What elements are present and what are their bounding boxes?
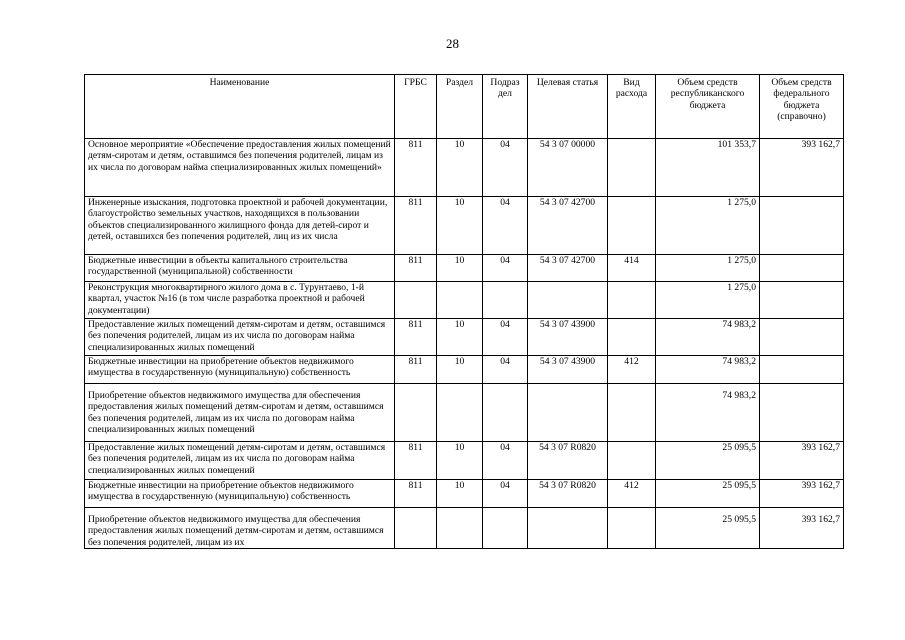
cell-target: 54 3 07 43900 (528, 356, 608, 384)
cell-expense-type: 412 (608, 356, 656, 384)
cell-expense-type: 414 (608, 255, 656, 282)
header-federal-budget: Объем средств федерального бюджета (справочно) (760, 75, 844, 139)
cell-section: 10 (437, 319, 483, 356)
cell-name: Предоставление жилых помещений детям-сиротам и детям, оставшимся без попечения родителей, лицам из их числа по договорам найма специализированных жилых помещений (85, 442, 395, 480)
cell-name: Бюджетные инвестиции на приобретение объектов недвижимого имущества в государственную (муниципальную) собственность (85, 356, 395, 384)
cell-republic-budget: 101 353,7 (656, 139, 760, 197)
table-row (85, 197, 844, 255)
cell-target: 54 3 07 42700 (528, 197, 608, 255)
cell-federal-budget (760, 319, 844, 356)
header-subsection: Подраз дел (483, 75, 528, 139)
cell-expense-type (608, 282, 656, 319)
table-body (85, 139, 844, 549)
cell-section: 10 (437, 197, 483, 255)
cell-grbs (395, 384, 437, 442)
cell-name: Бюджетные инвестиции на приобретение объектов недвижимого имущества в государственную (муниципальную) собственность (85, 480, 395, 508)
cell-subsection: 04 (483, 442, 528, 480)
cell-subsection: 04 (483, 480, 528, 508)
cell-name: Инженерные изыскания, подготовка проектной и рабочей документации, благоустройство земельных участков, находящихся в пользовании объектов специализированного жилищного фонда для детей-сирот и детей, оставшихся без попечения родителей, лиц из их числа (85, 197, 395, 255)
cell-federal-budget: 393 162,7 (760, 139, 844, 197)
cell-section: 10 (437, 255, 483, 282)
cell-grbs (395, 282, 437, 319)
cell-subsection: 04 (483, 139, 528, 197)
cell-target: 54 3 07 R0820 (528, 480, 608, 508)
cell-grbs: 811 (395, 480, 437, 508)
header-grbs: ГРБС (395, 75, 437, 139)
cell-expense-type: 412 (608, 480, 656, 508)
cell-section (437, 384, 483, 442)
cell-subsection: 04 (483, 319, 528, 356)
cell-grbs (395, 508, 437, 549)
cell-name: Приобретение объектов недвижимого имущества для обеспечения предоставления жилых помещений детям-сиротам и детям, оставшимся без попечения родителей, лицам из их (85, 508, 395, 549)
cell-name: Предоставление жилых помещений детям-сиротам и детям, оставшимся без попечения родителей, лицам из их числа по договорам найма специализированных жилых помещений (85, 319, 395, 356)
cell-federal-budget (760, 384, 844, 442)
cell-target: 54 3 07 43900 (528, 319, 608, 356)
cell-expense-type (608, 319, 656, 356)
cell-target: 54 3 07 00000 (528, 139, 608, 197)
table-header-row (85, 75, 844, 139)
cell-federal-budget (760, 356, 844, 384)
cell-federal-budget (760, 282, 844, 319)
cell-target (528, 282, 608, 319)
cell-republic-budget: 74 983,2 (656, 319, 760, 356)
cell-section (437, 282, 483, 319)
cell-grbs: 811 (395, 442, 437, 480)
cell-grbs: 811 (395, 319, 437, 356)
table-row (85, 384, 844, 442)
cell-target (528, 384, 608, 442)
cell-target: 54 3 07 R0820 (528, 442, 608, 480)
cell-federal-budget: 393 162,7 (760, 508, 844, 549)
cell-name: Бюджетные инвестиции в объекты капитального строительства государственной (муниципальной) собственности (85, 255, 395, 282)
cell-federal-budget: 393 162,7 (760, 480, 844, 508)
header-republic-budget: Объем средств республиканского бюджета (656, 75, 760, 139)
cell-subsection (483, 384, 528, 442)
cell-republic-budget: 25 095,5 (656, 508, 760, 549)
cell-name: Основное мероприятие «Обеспечение предоставления жилых помещений детям-сиротам и детям, оставшимся без попечения родителей, лицам из их числа по договорам найма специализированных жилых помещений» (85, 139, 395, 197)
table-row (85, 480, 844, 508)
cell-section: 10 (437, 356, 483, 384)
cell-republic-budget: 1 275,0 (656, 282, 760, 319)
cell-grbs: 811 (395, 255, 437, 282)
table-row (85, 319, 844, 356)
cell-target (528, 508, 608, 549)
cell-republic-budget: 25 095,5 (656, 442, 760, 480)
cell-name: Реконструкция многоквартирного жилого дома в с. Турунтаево, 1-й квартал, участок №16 (в том числе разработка проектной и рабочей документации) (85, 282, 395, 319)
cell-expense-type (608, 384, 656, 442)
cell-section: 10 (437, 442, 483, 480)
cell-expense-type (608, 139, 656, 197)
cell-republic-budget: 74 983,2 (656, 356, 760, 384)
table-row (85, 255, 844, 282)
page-number: 28 (446, 36, 459, 51)
table-row (85, 356, 844, 384)
header-target: Целевая статья (528, 75, 608, 139)
table-row (85, 442, 844, 480)
cell-republic-budget: 74 983,2 (656, 384, 760, 442)
cell-expense-type (608, 442, 656, 480)
header-name: Наименование (85, 75, 395, 139)
cell-subsection: 04 (483, 356, 528, 384)
table-row (85, 282, 844, 319)
cell-federal-budget (760, 197, 844, 255)
cell-subsection (483, 508, 528, 549)
cell-section: 10 (437, 139, 483, 197)
header-expense-type: Вид расхода (608, 75, 656, 139)
cell-republic-budget: 25 095,5 (656, 480, 760, 508)
cell-grbs: 811 (395, 139, 437, 197)
cell-expense-type (608, 197, 656, 255)
cell-federal-budget: 393 162,7 (760, 442, 844, 480)
table-row (85, 139, 844, 197)
cell-section (437, 508, 483, 549)
cell-subsection: 04 (483, 255, 528, 282)
cell-republic-budget: 1 275,0 (656, 255, 760, 282)
cell-grbs: 811 (395, 197, 437, 255)
budget-table (84, 74, 844, 549)
cell-section: 10 (437, 480, 483, 508)
cell-name: Приобретение объектов недвижимого имущества для обеспечения предоставления жилых помещений детям-сиротам и детям, оставшимся без попечения родителей, лицам из их числа по договорам найма специализированных жилых помещений (85, 384, 395, 442)
cell-subsection (483, 282, 528, 319)
header-section: Раздел (437, 75, 483, 139)
cell-expense-type (608, 508, 656, 549)
table-row (85, 508, 844, 549)
cell-grbs: 811 (395, 356, 437, 384)
cell-subsection: 04 (483, 197, 528, 255)
cell-target: 54 3 07 42700 (528, 255, 608, 282)
cell-federal-budget (760, 255, 844, 282)
cell-republic-budget: 1 275,0 (656, 197, 760, 255)
